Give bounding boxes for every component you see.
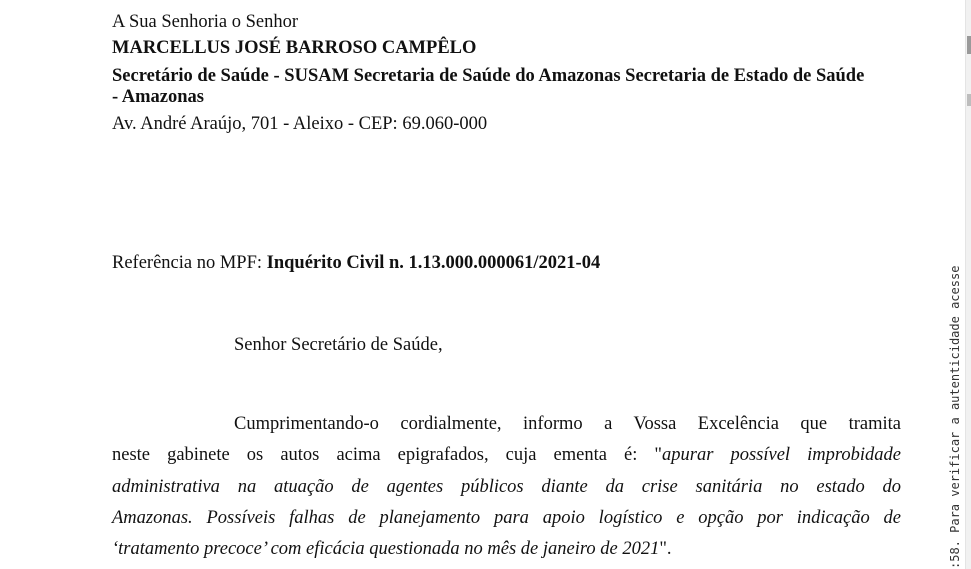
authenticity-side-note: :58. Para verificar a autenticidade acesse	[948, 265, 962, 569]
body-line-1-text: Cumprimentando-o cordialmente, informo a Vossa Excelência que tramita	[234, 414, 901, 434]
reference-label: Referência no MPF:	[112, 253, 267, 273]
recipient-street-address: Av. André Araújo, 701 - Aleixo - CEP: 69.060-000	[112, 114, 488, 134]
recipient-role-line-1: Secretário de Saúde - SUSAM Secretaria de Saúde do Amazonas Secretaria de Estado de Saúde	[112, 66, 865, 86]
body-line-4: Amazonas. Possíveis falhas de planejamento para apoio logístico e opção por indicação de	[112, 508, 901, 528]
body-line-1	[112, 409, 901, 439]
recipient-role-line-2: - Amazonas	[112, 87, 204, 107]
body-line-5	[112, 534, 901, 564]
body-line-3: administrativa na atuação de agentes públicos diante da crise sanitária no estado do	[112, 477, 901, 497]
reference-value: Inquérito Civil n. 1.13.000.000061/2021-04	[266, 253, 601, 273]
body-line-2-plain: neste gabinete os autos acima epigrafados, cuja ementa é: "	[112, 445, 662, 465]
body-line-5-italic: ‘tratamento precoce’ com eficácia questionada no mês de janeiro de 2021	[112, 539, 660, 559]
recipient-name: MARCELLUS JOSÉ BARROSO CAMPÊLO	[112, 38, 477, 58]
scrollbar-marker	[967, 94, 971, 106]
body-line-2	[112, 440, 901, 470]
recipient-greeting: A Sua Senhoria o Senhor	[112, 12, 299, 32]
reference-line	[112, 252, 600, 274]
body-line-5-plain: ".	[659, 539, 672, 559]
scrollbar-thumb[interactable]	[967, 36, 971, 54]
body-line-2-italic: apurar possível improbidade	[662, 445, 901, 465]
salutation: Senhor Secretário de Saúde,	[234, 335, 443, 355]
vertical-scrollbar[interactable]	[965, 0, 971, 569]
